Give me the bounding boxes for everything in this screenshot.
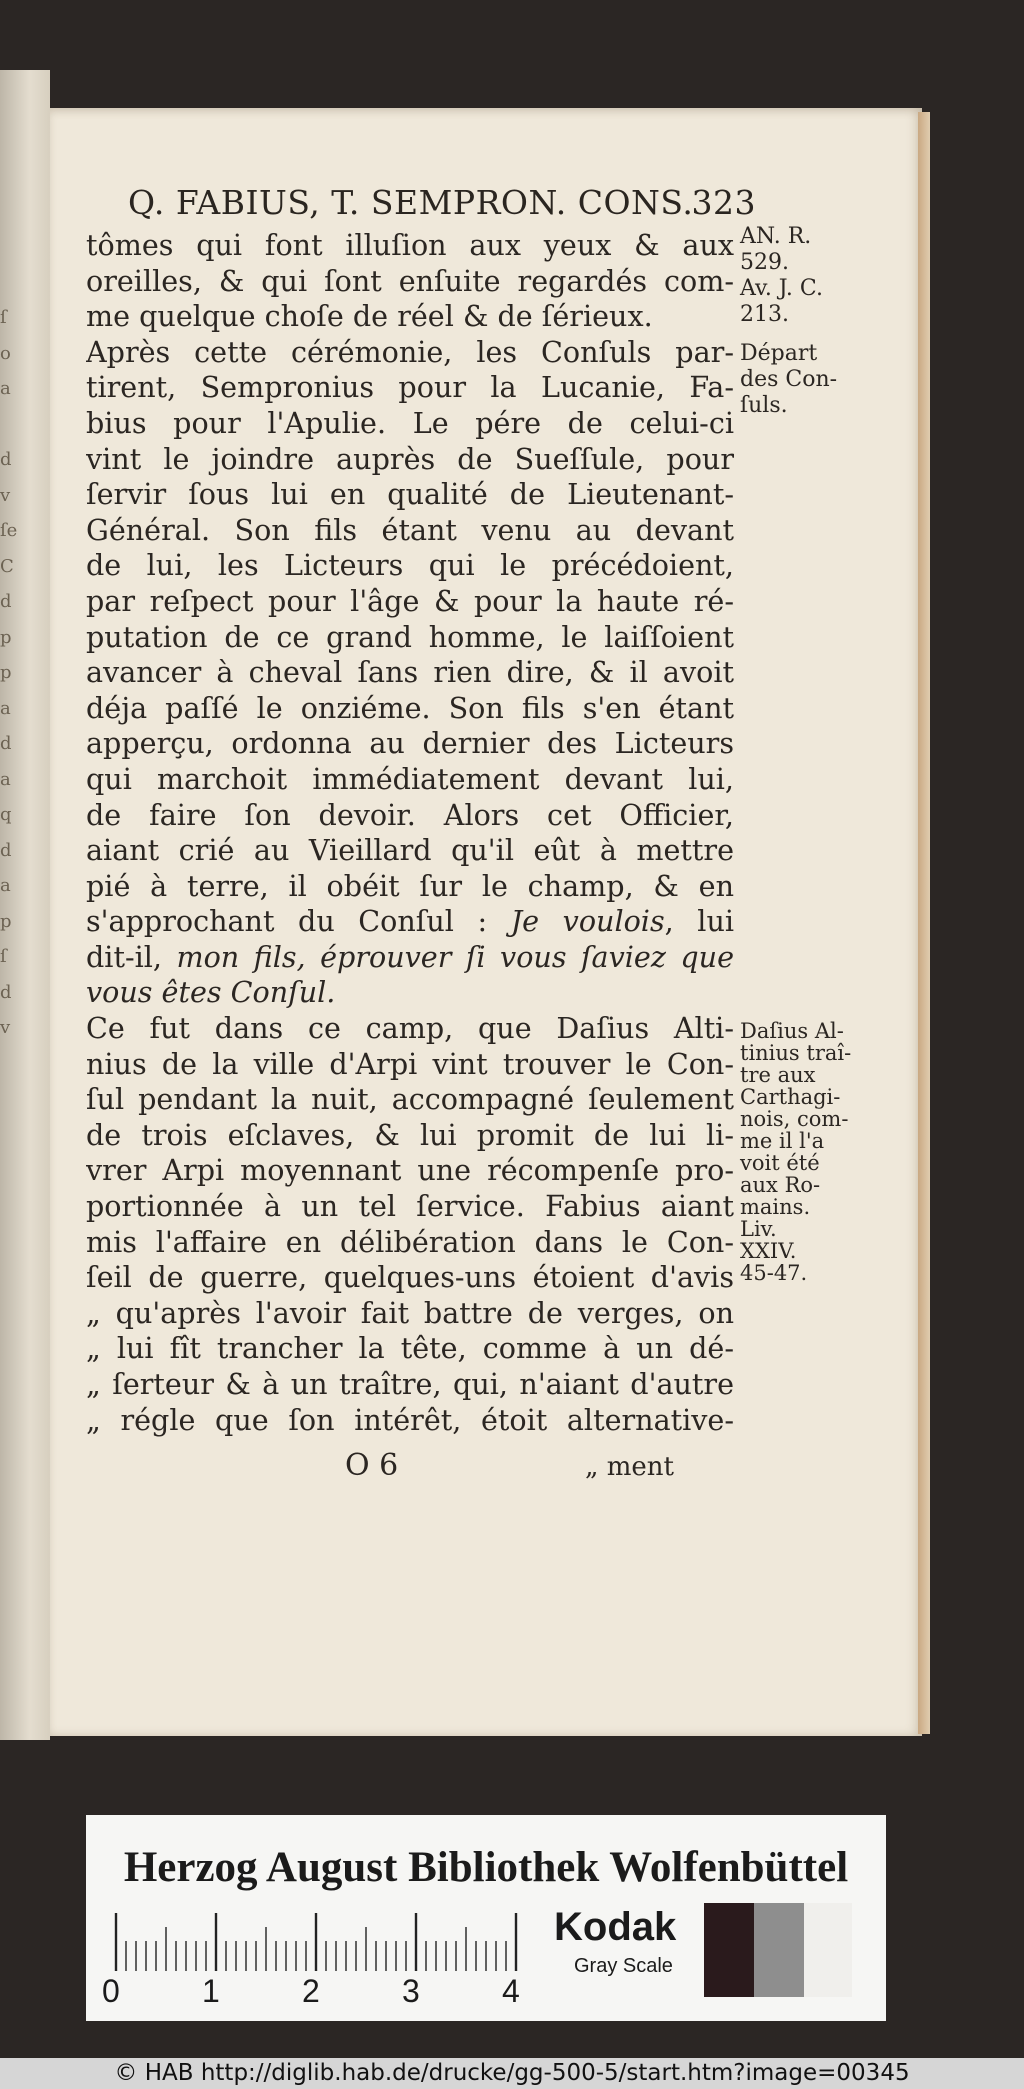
text-line-roman: apperçu, ordonna au dernier des Licteurs — [86, 726, 734, 761]
margin-note-line: Liv. — [740, 1217, 777, 1241]
text-line — [86, 798, 734, 834]
margin-note-line: aux Ro- — [740, 1173, 821, 1197]
margin-note-line: 213. — [740, 302, 789, 327]
margin-note-dasius — [740, 1020, 870, 1284]
text-line-roman: dit-il, — [86, 939, 177, 974]
color-target-card — [86, 1815, 886, 2021]
ruler-number: 3 — [402, 1973, 420, 2009]
text-line — [86, 477, 734, 513]
text-line-roman: ſul pendant la nuit, accompagné ſeulement — [86, 1082, 734, 1117]
margin-note-line: 529. — [740, 250, 789, 275]
text-line — [86, 370, 734, 406]
margin-note-line: nois, com- — [740, 1107, 849, 1131]
margin-note-line: Départ — [740, 341, 818, 366]
text-line-roman: vint le joindre auprès de Sueſſule, pour — [86, 441, 734, 476]
text-line-italic: Je voulois — [510, 904, 665, 939]
text-line — [86, 1225, 734, 1261]
text-line — [86, 1118, 734, 1154]
text-line — [86, 1403, 734, 1439]
copyright-footer: © HAB http://diglib.hab.de/drucke/gg-500-5/start.htm?image=00345 — [0, 2058, 1024, 2089]
text-line — [86, 513, 734, 549]
text-line — [86, 691, 734, 727]
text-line — [86, 442, 734, 478]
text-line — [86, 548, 734, 584]
text-line — [86, 762, 734, 798]
signature-mark: O 6 — [345, 1448, 399, 1483]
text-line — [86, 975, 734, 1011]
text-line — [86, 1153, 734, 1189]
text-line — [86, 1367, 734, 1403]
margin-note-departure — [740, 341, 870, 419]
page-fore-edge — [918, 112, 930, 1734]
margin-note-line: voit été — [740, 1151, 820, 1175]
text-line-italic: vous êtes Conſul. — [86, 975, 336, 1010]
catchword: „ ment — [585, 1452, 674, 1482]
text-line — [86, 1331, 734, 1367]
text-line-roman: „ lui fît trancher la tête, comme à un dé- — [86, 1331, 734, 1366]
text-line-roman: ſervir ſous lui en qualité de Lieutenant- — [86, 477, 734, 512]
text-line-roman: par reſpect pour l'âge & pour la haute ré- — [86, 583, 734, 618]
margin-note-line: ſuls. — [740, 393, 788, 418]
text-line — [86, 1296, 734, 1332]
kodak-logo: Kodak — [554, 1905, 677, 1949]
gray-patch-dark — [704, 1903, 754, 1997]
text-line — [86, 1082, 734, 1118]
text-line-roman: pié à terre, il obéit ſur le champ, & en — [86, 868, 734, 903]
text-line — [86, 869, 734, 905]
margin-note-line: me il l'a — [740, 1129, 825, 1153]
text-line-roman: nius de la ville d'Arpi vint trouver le Con- — [86, 1046, 734, 1081]
text-line-roman-after: , lui — [664, 904, 734, 939]
text-line-roman: de trois eſclaves, & lui promit de lui li- — [86, 1117, 734, 1152]
text-line — [86, 726, 734, 762]
margin-note-line: tinius traî- — [740, 1041, 852, 1065]
text-line — [86, 1189, 734, 1225]
text-line-roman: bius pour l'Apulie. Le pére de celui-ci — [86, 405, 734, 440]
running-title: Q. FABIUS, T. SEMPRON. CONS. — [128, 183, 694, 222]
text-line-italic: mon fils, éprouver ſi vous ſaviez que — [176, 939, 734, 974]
text-line-roman: s'approchant du Conſul : — [86, 904, 511, 939]
ruler-number: 2 — [302, 1973, 320, 2009]
ruler-numbers — [102, 1973, 542, 2011]
text-line — [86, 1011, 734, 1047]
text-line-roman: aiant crié au Vieillard qu'il eût à mettre — [86, 833, 734, 868]
page-number: 323 — [691, 183, 756, 222]
text-line-roman: tômes qui font illuſion aux yeux & aux — [86, 228, 734, 262]
text-line-roman: de lui, les Licteurs qui le précédoient, — [86, 548, 734, 583]
library-name: Herzog August Bibliothek Wolfenbüttel — [123, 1844, 849, 1891]
text-line-roman: „ ſerteur & à un traître, qui, n'aiant d'autre — [86, 1367, 734, 1401]
text-line-roman: avancer à cheval ſans rien dire, & il avoit — [86, 655, 734, 690]
facing-page-edge — [0, 70, 50, 1740]
text-line — [86, 335, 734, 371]
gray-patch-mid — [754, 1903, 804, 1997]
text-line-roman: tirent, Sempronius pour la Lucanie, Fa- — [86, 370, 734, 405]
text-line-roman: Ce fut dans ce camp, que Daſius Alti- — [86, 1011, 734, 1046]
margin-note-line: AN. R. — [740, 224, 812, 249]
gray-patch-light — [804, 1903, 852, 1997]
margin-note-line: XXIV. — [740, 1239, 797, 1263]
text-line — [86, 264, 734, 300]
body-text — [86, 228, 734, 1438]
margin-note-line: tre aux — [740, 1063, 816, 1087]
text-line — [86, 299, 734, 335]
text-line — [86, 833, 734, 869]
text-line-roman: portionnée à un tel ſervice. Fabius aiant — [86, 1189, 734, 1224]
margin-note-line: mains. — [740, 1195, 811, 1219]
running-header — [128, 180, 756, 226]
margin-note-line: 45-47. — [740, 1261, 808, 1285]
ruler-number: 1 — [202, 1973, 220, 2009]
margin-note-line: Daſius Al- — [740, 1019, 844, 1043]
text-line-roman: déja paſſé le onziéme. Son fils s'en étant — [86, 690, 734, 725]
text-line-roman: putation de ce grand homme, le laiſſoient — [86, 619, 734, 654]
margin-note-line: des Con- — [740, 367, 838, 392]
text-line-roman: me quelque choſe de réel & de ſérieux. — [86, 299, 653, 334]
text-line — [86, 1047, 734, 1083]
text-line-roman: Général. Son fils étant venu au devant — [86, 512, 734, 547]
text-line-roman: mis l'affaire en délibération dans le Con- — [86, 1224, 734, 1259]
text-line-roman: Après cette cérémonie, les Conſuls par- — [86, 334, 734, 369]
text-line — [86, 904, 734, 940]
text-line — [86, 228, 734, 264]
text-line-roman: ſeil de guerre, quelques-uns étoient d'avis — [86, 1260, 734, 1295]
text-line-roman: vrer Arpi moyennant une récompenſe pro- — [86, 1153, 734, 1188]
facing-page-marks: ſ o a d v ſe C d p p a d a q d a p ſ d v — [0, 307, 18, 1038]
text-line-roman: de faire ſon devoir. Alors cet Officier, — [86, 797, 734, 832]
margin-note-line: Carthagi- — [740, 1085, 841, 1109]
text-line — [86, 655, 734, 691]
text-line — [86, 584, 734, 620]
ruler-number: 4 — [502, 1973, 520, 2009]
gray-scale-label: Gray Scale — [574, 1955, 673, 1977]
text-line — [86, 406, 734, 442]
text-line-roman: oreilles, & qui ſont enſuite regardés com- — [86, 263, 734, 298]
ruler-scale — [114, 1913, 520, 1971]
text-line-roman: „ régle que ſon intérêt, étoit alternative- — [86, 1402, 734, 1437]
text-line — [86, 940, 734, 976]
text-line-roman: „ qu'après l'avoir fait battre de verges, on — [86, 1295, 734, 1330]
text-line-roman: qui marchoit immédiatement devant lui, — [86, 761, 734, 796]
margin-note-year — [740, 224, 870, 328]
text-line — [86, 620, 734, 656]
margin-note-line: Av. J. C. — [740, 276, 823, 301]
text-line — [86, 1260, 734, 1296]
ruler-number: 0 — [102, 1973, 120, 2009]
book-page — [50, 108, 922, 1736]
